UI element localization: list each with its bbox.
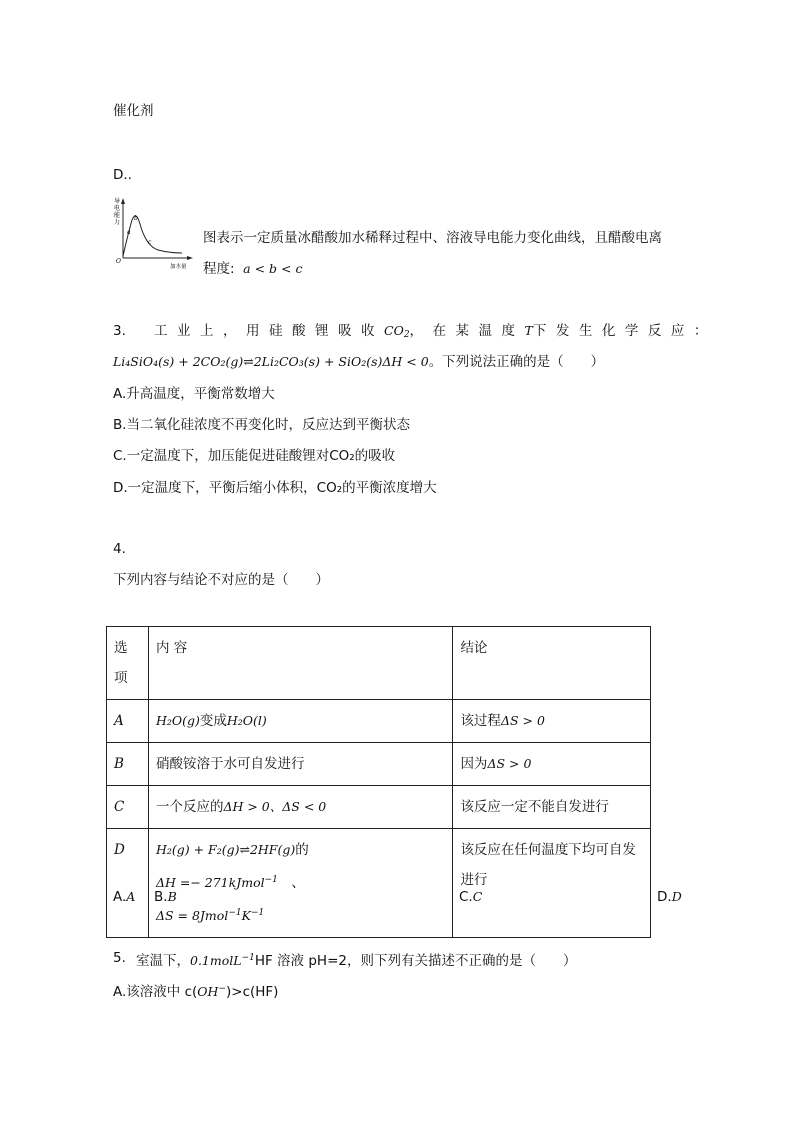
table-row: [107, 700, 651, 743]
q4-stem: 下列内容与结论不对应的是（ ）: [113, 572, 329, 588]
header-conclusion: 结论: [453, 627, 651, 700]
header-content: 内 容: [148, 627, 452, 700]
conductivity-graph: [112, 194, 194, 270]
q3-num: 3.: [113, 323, 126, 339]
option-d-text-1: 图表示一定质量冰醋酸加水稀释过程中、溶液导电能力变化曲线，且醋酸电离: [203, 230, 662, 246]
row-conclusion: 该反应一定不能自发进行: [453, 786, 651, 829]
q5-num: 5.: [113, 950, 126, 966]
table-row: [107, 743, 651, 786]
q4-answer-c: C.C: [459, 889, 483, 905]
graph-point-c: c: [148, 239, 152, 246]
q3-option-d: D.一定温度下，平衡后缩小体积，CO₂的平衡浓度增大: [113, 480, 437, 496]
row-option: C: [107, 786, 149, 829]
q3-stem-line2: Li₄SiO₄(s) + 2CO₂(g)⇌2Li₂CO₃(s) + SiO₂(s)ΔH < 0。下列说法正确的是（ ）: [113, 354, 605, 370]
graph-ylabel-3: 能: [114, 212, 121, 219]
row-conclusion: 该反应在任何温度下均可自发 进行: [453, 829, 651, 938]
graph-point-b: b: [134, 215, 138, 222]
q4-answer-a: A.A: [113, 889, 136, 905]
q4-table: [106, 626, 651, 938]
row-content: H₂O(g)变成H₂O(l): [148, 700, 452, 743]
graph-ylabel-1: 导: [114, 198, 121, 205]
q3-option-c: C.一定温度下，加压能促进硅酸锂对CO₂的吸收: [113, 448, 396, 464]
row-content: 硝酸铵溶于水可自发进行: [148, 743, 452, 786]
table-row: [107, 786, 651, 829]
table-row: [107, 829, 651, 938]
table-header-row: [107, 627, 651, 700]
graph-ylabel-2: 电: [114, 205, 121, 212]
header-option: 选 项: [107, 627, 149, 700]
q5-option-a: A.该溶液中 c(OH−)>c(HF): [113, 984, 279, 1000]
q4-num: 4.: [113, 541, 126, 557]
option-d-label: D..: [113, 167, 132, 183]
q3-option-b: B.当二氧化硅浓度不再变化时，反应达到平衡状态: [113, 417, 411, 433]
row-conclusion: 因为ΔS > 0: [453, 743, 651, 786]
q5-stem: 室温下，0.1molL$^{-1}$HF 溶液 pH=2，则下列有关描述不正确的是（ ）: [136, 953, 577, 969]
graph-ylabel-4: 力: [114, 219, 121, 226]
catalyst-text: 催化剂: [113, 103, 154, 119]
row-option: B: [107, 743, 149, 786]
graph-origin: O: [116, 258, 121, 265]
row-conclusion: 该过程ΔS > 0: [453, 700, 651, 743]
row-content: H₂(g) + F₂(g)⇌2HF(g)的 ΔH =− 271kJmol$^{-1}$ 、 $\Delta S = 8Jmol^{-1}K^{-1}$: [148, 829, 452, 938]
row-content: 一个反应的ΔH > 0、ΔS < 0: [148, 786, 452, 829]
q3-stem-line1: 工业上，用硅酸锂吸收$CO_2$，在某温度T下发生化学反应：: [154, 323, 717, 340]
graph-point-a: a: [127, 229, 131, 236]
option-d-text-2: 程度: a < b < c: [203, 261, 303, 277]
row-option: A: [107, 700, 149, 743]
q3-option-a: A.升高温度，平衡常数增大: [113, 386, 275, 402]
q4-answer-b: B.B: [154, 889, 177, 905]
q4-answer-d: D.D: [657, 889, 682, 905]
row-option: D: [107, 829, 149, 938]
graph-xlabel: 加水量: [170, 264, 187, 270]
